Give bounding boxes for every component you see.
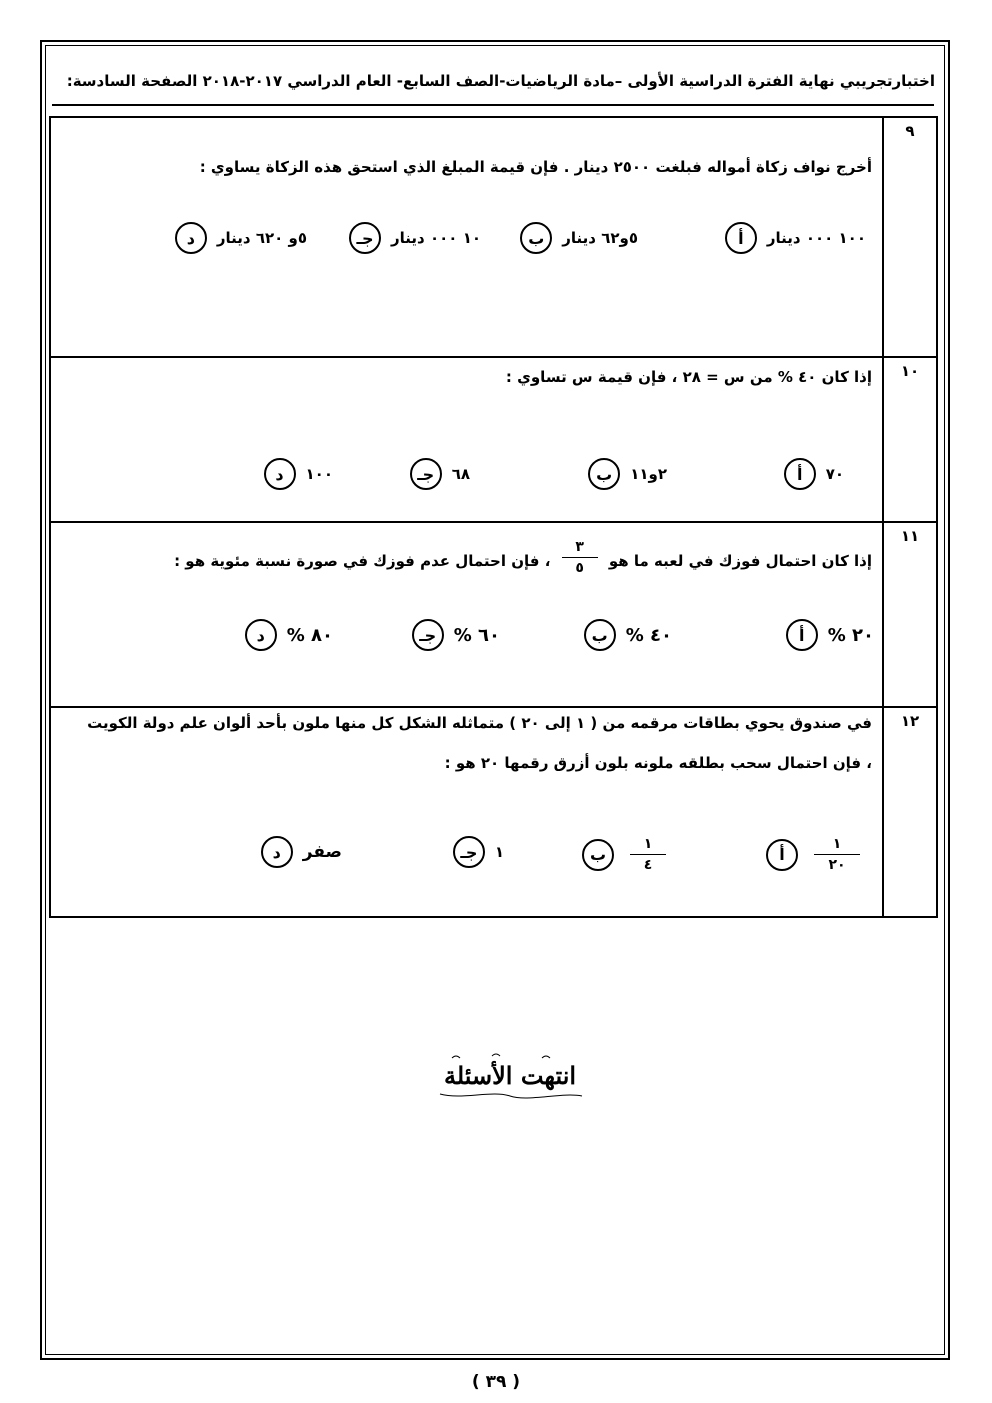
option-value: ٤٠ %	[625, 624, 672, 646]
option-d[interactable]	[264, 458, 333, 490]
option-value: ١	[494, 843, 504, 861]
option-letter: أ	[786, 619, 818, 651]
option-b[interactable]	[582, 836, 672, 873]
option-value: ٥و٦٢ دينار	[562, 229, 638, 247]
option-value: ٨٠ %	[286, 624, 333, 646]
question-body	[50, 522, 883, 707]
question-number: ١٠	[900, 362, 920, 380]
question-row-11	[50, 522, 937, 707]
fraction-denominator: ٢٠	[828, 857, 846, 873]
option-letter: أ	[784, 458, 816, 490]
fraction-numerator: ١	[643, 836, 653, 852]
fraction-numerator: ١	[832, 836, 842, 852]
option-value: ١٠٠	[305, 465, 333, 483]
closing-text: انتهت الأسئلة	[443, 1061, 577, 1090]
question-number-cell	[883, 357, 937, 522]
fraction-bar	[814, 854, 860, 855]
fraction-bar	[630, 854, 666, 855]
question-row-10	[50, 357, 937, 522]
question-text-after: ، فإن احتمال عدم فوزك في صورة نسبة مئوية هو :	[174, 552, 551, 570]
option-letter: جـ	[349, 222, 381, 254]
option-b[interactable]	[584, 619, 672, 651]
option-value: ٢٠ %	[827, 624, 874, 646]
option-c[interactable]	[349, 222, 481, 254]
option-letter: ب	[588, 458, 620, 490]
option-d[interactable]	[245, 619, 333, 651]
option-fraction	[630, 836, 666, 873]
option-value: ٧٠	[825, 465, 844, 483]
fraction-denominator: ٥	[575, 560, 584, 576]
question-body	[50, 357, 883, 522]
closing-flourish	[440, 1094, 582, 1098]
fraction-numerator: ٣	[575, 539, 584, 555]
question-text-line1: في صندوق يحوي بطاقات مرقمه من ( ١ إلى ٢٠ ) متماثله الشكل كل منها ملون بأحد ألوان علم دولة الكويت	[87, 714, 872, 732]
question-number: ١٢	[900, 712, 920, 730]
option-value: ١٠٠ ٠٠٠ دينار	[766, 229, 866, 247]
option-value: ٦٨	[451, 465, 470, 483]
question-body	[50, 707, 883, 917]
question-number-cell	[883, 117, 937, 357]
option-d[interactable]	[261, 836, 342, 868]
option-letter: ب	[582, 839, 614, 871]
option-letter: د	[264, 458, 296, 490]
fraction-bar	[562, 557, 598, 558]
question-number: ٩	[905, 122, 915, 140]
option-c[interactable]	[453, 836, 504, 868]
option-letter: جـ	[412, 619, 444, 651]
option-a[interactable]	[786, 619, 874, 651]
option-letter: أ	[725, 222, 757, 254]
option-a[interactable]	[725, 222, 866, 254]
page-header: اختبارتجريبي نهاية الفترة الدراسية الأولى –مادة الرياضيات-الصف السابع- العام الدراسي ٢٠١٧-٢٠١٨ الصفحة السادسة:	[66, 72, 935, 90]
questions-table	[49, 116, 938, 918]
option-c[interactable]	[410, 458, 480, 490]
option-value: صفر	[302, 842, 342, 862]
option-a[interactable]	[784, 458, 874, 490]
question-body	[50, 117, 883, 357]
option-a[interactable]	[766, 836, 874, 873]
closing-calligraphy	[432, 1050, 588, 1105]
question-text	[174, 539, 872, 576]
option-letter: ب	[584, 619, 616, 651]
option-letter: جـ	[410, 458, 442, 490]
option-c[interactable]	[412, 619, 500, 651]
option-b[interactable]	[520, 222, 638, 254]
option-value: ٦٠ %	[453, 624, 500, 646]
option-value: ٥و ٦٢٠ دينار	[216, 229, 307, 247]
option-letter: جـ	[453, 836, 485, 868]
question-number-cell	[883, 522, 937, 707]
question-row-9	[50, 117, 937, 357]
option-letter: د	[175, 222, 207, 254]
option-letter: د	[261, 836, 293, 868]
question-fraction	[562, 539, 598, 576]
option-value: ١٠ ٠٠٠ دينار	[391, 229, 481, 247]
option-letter: د	[245, 619, 277, 651]
fraction-denominator: ٤	[643, 857, 653, 873]
page-number: ( ٣٩ )	[471, 1372, 521, 1392]
option-letter: أ	[766, 839, 798, 871]
option-fraction	[814, 836, 860, 873]
option-letter: ب	[520, 222, 552, 254]
question-text: أخرج نواف زكاة أمواله فبلغت ٢٥٠٠ دينار . فإن قيمة المبلغ الذي استحق هذه الزكاة يساوي :	[199, 158, 872, 176]
question-row-12	[50, 707, 937, 917]
question-text-line2: ، فإن احتمال سحب بطلقه ملونه بلون أزرق رقمها ٢٠ هو :	[444, 754, 872, 772]
option-d[interactable]	[175, 222, 307, 254]
option-b[interactable]	[588, 458, 677, 490]
closing-ornament	[452, 1054, 550, 1058]
option-value: ٢و١١	[630, 465, 667, 483]
question-number: ١١	[900, 527, 920, 545]
header-divider	[52, 104, 934, 106]
question-text: إذا كان ٤٠ % من س = ٢٨ ، فإن قيمة س تساوي :	[505, 368, 872, 386]
question-text-before: إذا كان احتمال فوزك في لعبه ما هو	[608, 552, 872, 570]
question-number-cell	[883, 707, 937, 917]
